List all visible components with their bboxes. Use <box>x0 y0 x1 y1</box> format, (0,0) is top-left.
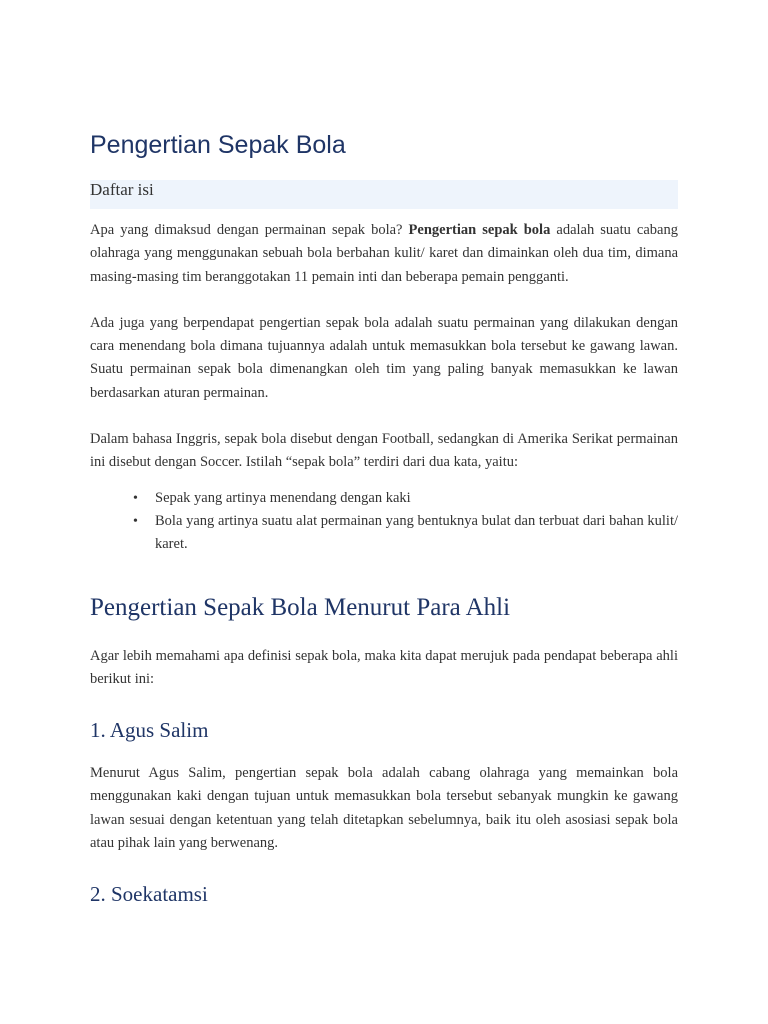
section-heading: Pengertian Sepak Bola Menurut Para Ahli <box>90 593 511 621</box>
page-title: Pengertian Sepak Bola <box>90 131 346 159</box>
bullet-icon: • <box>133 513 138 529</box>
list-item <box>133 487 678 510</box>
intro-p1-rest: adalah suatu cabang olahraga yang menggunakan sebuah bola berbahan kulit/ karet dan dimainkan oleh dua tim, dimana masing-masing tim beranggotakan 11 pemain inti dan beberapa pemain pengganti. <box>90 222 678 285</box>
list-item-text: Bola yang artinya suatu alat permainan yang bentuknya bulat dan terbuat dari bahan kulit/ karet. <box>155 512 678 553</box>
expert-heading-agus-salim: 1. Agus Salim <box>90 718 209 743</box>
intro-paragraph-2: Ada juga yang berpendapat pengertian sepak bola adalah suatu permainan yang dilakukan dengan cara menendang bola dimana tujuannya adalah untuk memasukkan bola tersebut ke gawang lawan. Suatu permainan sepak bola dimenangkan oleh tim yang paling banyak memasukkan ke lawan berdasarkan aturan permainan. <box>90 314 678 401</box>
bullet-icon: • <box>133 490 138 506</box>
bullet-list <box>90 487 678 557</box>
intro-p1-start: Apa yang dimaksud dengan permainan sepak bola? <box>90 222 409 238</box>
intro-paragraph-1 <box>90 219 678 289</box>
list-item-text: Sepak yang artinya menendang dengan kaki <box>155 489 411 506</box>
expert-heading-soekatamsi: 2. Soekatamsi <box>90 882 208 907</box>
intro-paragraph-3: Dalam bahasa Inggris, sepak bola disebut dengan Football, sedangkan di Amerika Serikat permainan ini disebut dengan Soccer. Istilah “sepak bola” terdiri dari dua kata, yaitu: <box>90 431 678 471</box>
toc-label: Daftar isi <box>90 180 154 199</box>
intro-p1-bold: Pengertian sepak bola <box>408 222 551 238</box>
table-of-contents-toggle[interactable] <box>90 180 678 209</box>
expert-paragraph-agus-salim: Menurut Agus Salim, pengertian sepak bola adalah cabang olahraga yang memainkan bola menggunakan kaki dengan tujuan untuk memasukkan bola tersebut sebanyak mungkin ke gawang lawan sesuai dengan ketentuan yang telah ditetapkan sebelumnya, baik itu oleh asosiasi sepak bola atau pihak lain yang berwenang. <box>90 765 678 852</box>
section-intro-paragraph: Agar lebih memahami apa definisi sepak bola, maka kita dapat merujuk pada pendapat beberapa ahli berikut ini: <box>90 647 678 687</box>
list-item <box>133 510 678 557</box>
